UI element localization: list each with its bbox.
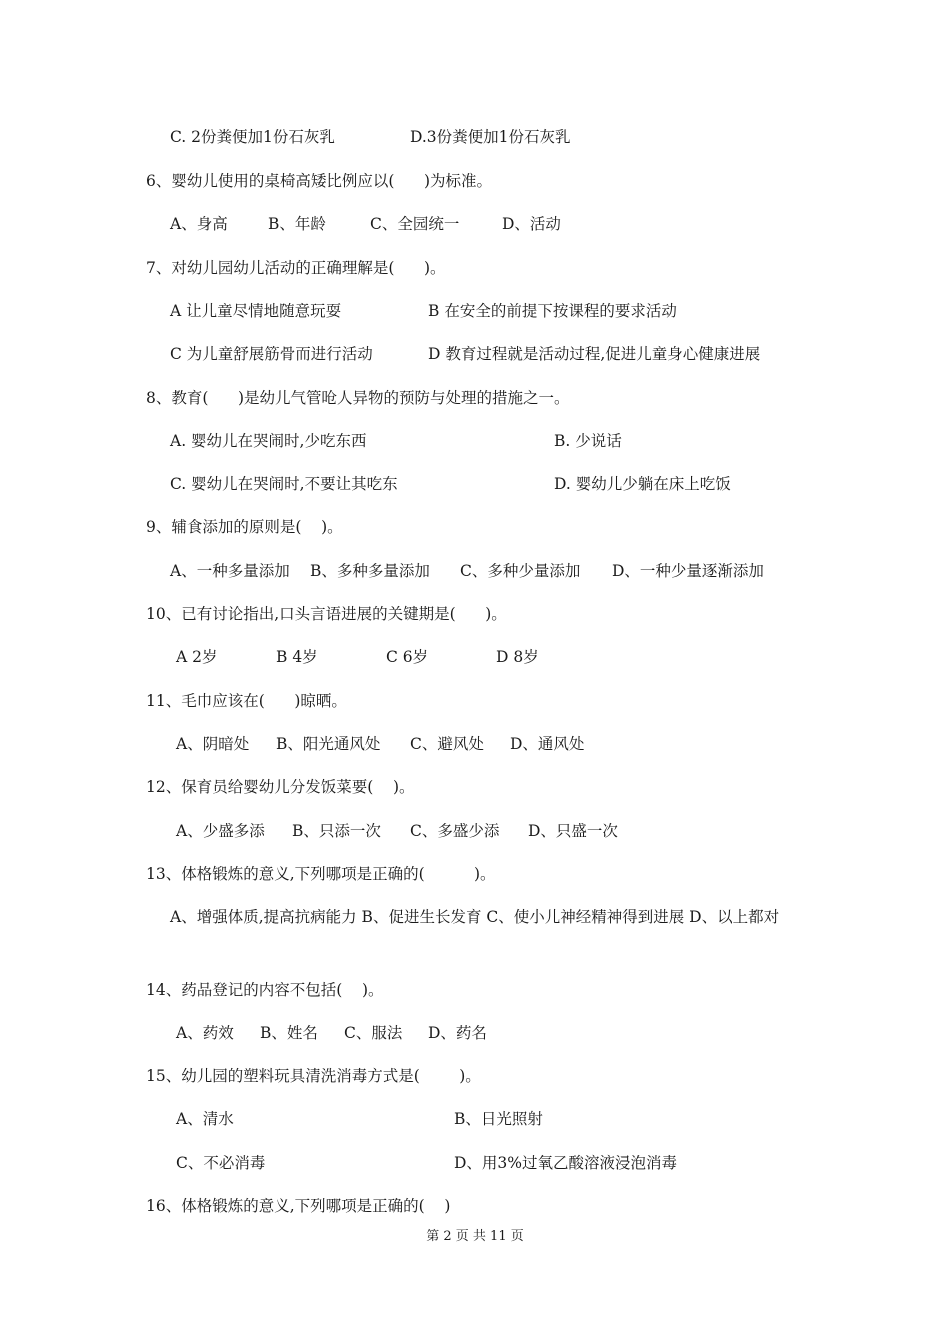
q9-option-c: C、多种少量添加 bbox=[460, 562, 581, 580]
q15-option-c: C、不必消毒 bbox=[176, 1154, 266, 1172]
q14-option-d: D、药名 bbox=[428, 1024, 487, 1042]
q10-option-b: B 4岁 bbox=[276, 648, 318, 666]
q9-option-d: D、一种少量逐渐添加 bbox=[612, 562, 764, 580]
q8-option-b: B. 少说话 bbox=[554, 432, 622, 450]
q12-option-d: D、只盛一次 bbox=[528, 822, 618, 840]
q8-option-c: C. 婴幼儿在哭闹时,不要让其吃东 bbox=[170, 475, 398, 493]
page-footer: 第 2 页 共 11 页 bbox=[426, 1229, 524, 1244]
q10-option-d: D 8岁 bbox=[496, 648, 539, 666]
q6-option-a: A、身高 bbox=[170, 215, 228, 233]
q15-option-d: D、用3%过氧乙酸溶液浸泡消毒 bbox=[454, 1154, 678, 1172]
q11-option-c: C、避风处 bbox=[410, 735, 484, 753]
q9-stem: 9、辅食添加的原则是( )。 bbox=[146, 518, 343, 536]
q11-option-a: A、阴暗处 bbox=[176, 735, 250, 753]
q15-option-a: A、清水 bbox=[176, 1110, 234, 1128]
q13-stem: 13、体格锻炼的意义,下列哪项是正确的( )。 bbox=[146, 865, 496, 883]
q12-option-a: A、少盛多添 bbox=[176, 822, 265, 840]
q5-option-d: D.3份粪便加1份石灰乳 bbox=[410, 128, 571, 146]
q7-option-b: B 在安全的前提下按课程的要求活动 bbox=[428, 302, 677, 320]
q5-option-c: C. 2份粪便加1份石灰乳 bbox=[170, 128, 335, 146]
q15-stem: 15、幼儿园的塑料玩具清洗消毒方式是( )。 bbox=[146, 1067, 481, 1085]
q14-stem: 14、药品登记的内容不包括( )。 bbox=[146, 981, 384, 999]
q13-options: A、增强体质,提高抗病能力 B、促进生长发育 C、使小儿神经精神得到进展 D、以上都对 bbox=[170, 908, 780, 926]
q7-option-d: D 教育过程就是活动过程,促进儿童身心健康进展 bbox=[428, 345, 761, 363]
q8-stem: 8、教育( )是幼儿气管呛人异物的预防与处理的措施之一。 bbox=[146, 389, 570, 407]
q6-option-d: D、活动 bbox=[502, 215, 561, 233]
q14-option-b: B、姓名 bbox=[260, 1024, 318, 1042]
q8-option-a: A. 婴幼儿在哭闹时,少吃东西 bbox=[170, 432, 367, 450]
q15-option-b: B、日光照射 bbox=[454, 1110, 543, 1128]
q9-option-a: A、一种多量添加 bbox=[170, 562, 290, 580]
q7-stem: 7、对幼儿园幼儿活动的正确理解是( )。 bbox=[146, 259, 446, 277]
q6-option-c: C、全园统一 bbox=[370, 215, 460, 233]
q11-option-b: B、阳光通风处 bbox=[276, 735, 381, 753]
q11-stem: 11、毛巾应该在( )晾晒。 bbox=[146, 692, 347, 710]
q6-option-b: B、年龄 bbox=[268, 215, 326, 233]
q14-option-c: C、服法 bbox=[344, 1024, 403, 1042]
q14-option-a: A、药效 bbox=[176, 1024, 234, 1042]
q12-option-b: B、只添一次 bbox=[292, 822, 381, 840]
q7-option-a: A 让儿童尽情地随意玩耍 bbox=[170, 302, 342, 320]
q8-option-d: D. 婴幼儿少躺在床上吃饭 bbox=[554, 475, 731, 493]
q11-option-d: D、通风处 bbox=[510, 735, 585, 753]
q12-stem: 12、保育员给婴幼儿分发饭菜要( )。 bbox=[146, 778, 415, 796]
q10-stem: 10、已有讨论指出,口头言语进展的关键期是( )。 bbox=[146, 605, 507, 623]
q16-stem: 16、体格锻炼的意义,下列哪项是正确的( ) bbox=[146, 1197, 451, 1215]
q10-option-c: C 6岁 bbox=[386, 648, 429, 666]
q10-option-a: A 2岁 bbox=[176, 648, 218, 666]
q9-option-b: B、多种多量添加 bbox=[310, 562, 430, 580]
q7-option-c: C 为儿童舒展筋骨而进行活动 bbox=[170, 345, 373, 363]
q12-option-c: C、多盛少添 bbox=[410, 822, 500, 840]
q6-stem: 6、婴幼儿使用的桌椅高矮比例应以( )为标准。 bbox=[146, 172, 493, 190]
